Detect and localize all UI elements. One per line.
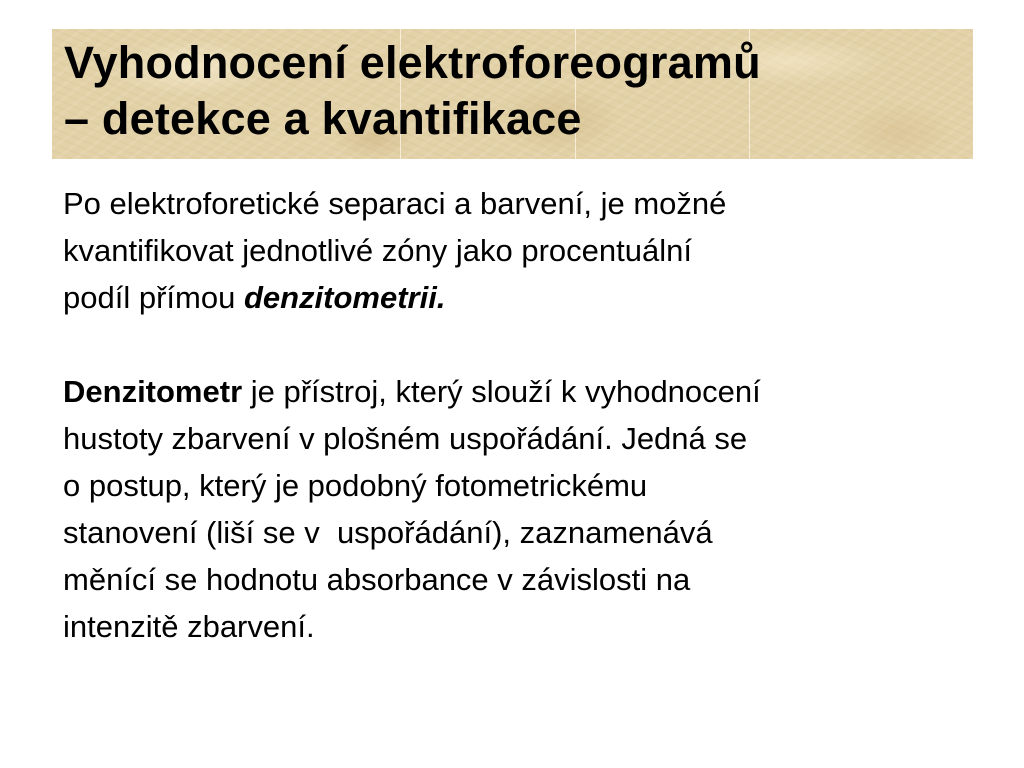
paragraph-spacer (63, 321, 993, 368)
paragraph-1-line-2: kvantifikovat jednotlivé zóny jako procentuální (63, 233, 692, 268)
slide-title-line-2: – detekce a kvantifikace (64, 93, 582, 144)
title-banner (52, 29, 973, 159)
paragraph-2-line-1 (63, 368, 993, 415)
paragraph-densitometer-definition (63, 368, 993, 650)
slide-title-line-1: Vyhodnocení elektroforeogramů (64, 37, 761, 88)
paragraph-2-line-5: měnící se hodnotu absorbance v závislosti na (63, 562, 691, 597)
term-denzitometrie: denzitometrii. (243, 280, 446, 315)
paragraph-1-line-3 (63, 274, 993, 321)
paragraph-2-line-3: o postup, který je podobný fotometrickému (63, 468, 648, 503)
slide-body (63, 180, 993, 650)
paragraph-densitometry-intro (63, 180, 993, 321)
term-denzitometr: Denzitometr (63, 374, 243, 409)
paragraph-2-line-6: intenzitě zbarvení. (63, 609, 315, 644)
paragraph-2-line-2: hustoty zbarvení v plošném uspořádání. Jedná se (63, 421, 748, 456)
paragraph-1-line-3-text: podíl přímou (63, 280, 244, 315)
slide-title (64, 35, 761, 147)
paragraph-2-line-1-text: je přístroj, který slouží k vyhodnocení (242, 374, 761, 409)
paragraph-1-line-1: Po elektroforetické separaci a barvení, je možné (63, 186, 727, 221)
paragraph-2-line-4: stanovení (liší se v uspořádání), zaznamenává (63, 515, 713, 550)
